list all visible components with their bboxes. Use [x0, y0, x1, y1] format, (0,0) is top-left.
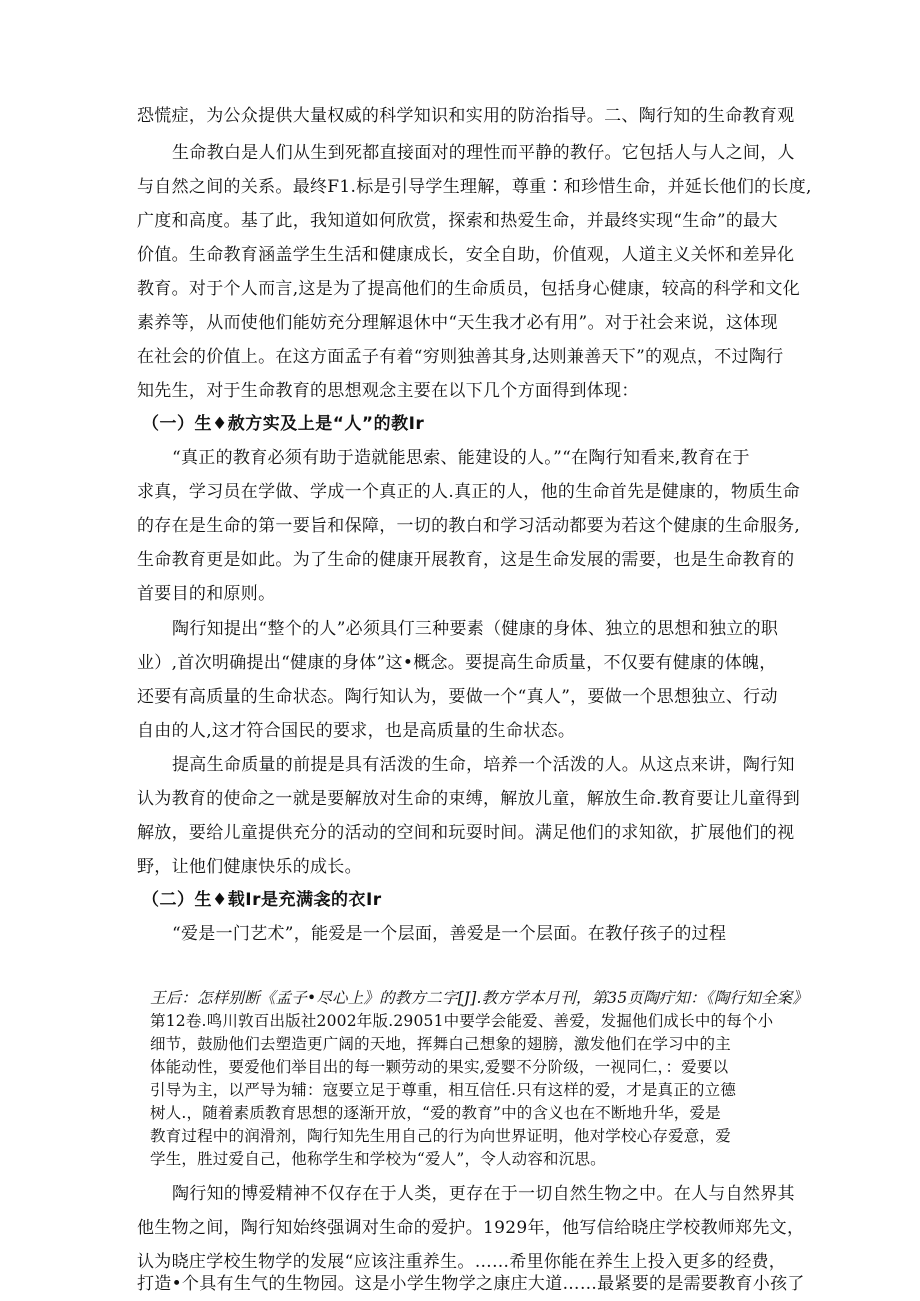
body-line: 自由的人,这才符合国民的要求，也是高质量的生命状态。	[137, 721, 576, 741]
body-line: 的存在是生命的第一要旨和保障，一切的教白和学习活动都要为若这个健康的生命服务,	[137, 516, 801, 536]
body-line: 知先生，对于生命教育的思想观念主要在以下几个方面得到体现：	[137, 381, 639, 401]
body-line: 认为教育的使命之一就是要解放对生命的束缚，解放儿童，解放生命.教育要让儿童得到	[137, 789, 801, 809]
body-line: 还要有高质量的生命状态。陶行知认为，要做一个“真人”，要做一个思想独立、行动	[137, 687, 778, 707]
body-line: 素养等，从而使他们能妨充分理解退休中“天生我才必有用”。对于社会来说，这体现	[137, 313, 778, 333]
body-line: “爱是一门艺术”，能爱是一个层面，善爱是一个层面。在教仔孩子的过程	[172, 924, 727, 944]
body-line: 野，让他们健康快乐的成长。	[137, 857, 362, 877]
footnote-line: 树人.，随着素质教育思想的逐渐开放，“爱的教育”中的含义也在不断地升华，爱是	[150, 1104, 721, 1122]
body-line: 他生物之间，陶行知始终强调对生命的爱护。1929年，他写信给晓庄学校教师郑先文，	[137, 1218, 805, 1238]
footnote-line: 王后：怎样别断《孟子•尽心上》的教方二字[J].教方学本月刊，第35页陶疔知：《陶行知全案》	[150, 989, 809, 1007]
section-heading-2: （二）生♦载Ir是充满衾的衣Ir	[142, 890, 382, 910]
body-line: 解放，要给儿童提供充分的活动的空间和玩耍时间。满足他们的求知欲，扩展他们的视	[137, 823, 795, 843]
body-line: 与自然之间的关系。最终F1.标是引导学生理解，尊重∶和珍惜生命，并延长他们的长度,	[137, 177, 812, 197]
body-line: 价值。生命教育涵盖学生生活和健康成长，安全自助，价值观，人道主义关怀和差异化	[137, 245, 795, 265]
footnote-line: 引导为主，以严导为辅：寇要立足于尊重，相互信任.只有这样的爱，才是真正的立德	[150, 1081, 737, 1099]
body-line: 教育。对于个人而言,这是为了提高他们的生命质员，包括身心健康，较高的科学和文化	[137, 279, 801, 299]
body-line: 在社会的价值上。在这方面孟子有着“穷则独善其身,达则兼善天下”的观点，不过陶行	[137, 347, 784, 367]
body-line: 恐慌症，为公众提供大量权威的科学知识和实用的防治指导。二、陶行知的生命教育观	[137, 106, 795, 126]
body-line: 生命教白是人们从生到死都直接面对的理性而平静的教仔。它包括人与人之间，人	[172, 143, 795, 163]
body-line: 业）,首次明确提出“健康的身体”这•概念。要提高生命质量，不仅要有健康的体魄，	[137, 653, 777, 673]
body-line: 陶行知提出“整个的人”必须具仃三种要素（健康的身体、独立的思想和独立的职	[172, 619, 779, 639]
section-heading-1: （一）生♦赦方实及上是“人”的教Ir	[142, 414, 425, 434]
body-line: 求真，学习员在学做、学成一个真正的人.真正的人，他的生命首先是健康的，物质生命	[137, 482, 801, 502]
body-line: 认为晓庄学校生物学的发展“应该注重养生。……希里你能在养生上投入更多的经费，	[137, 1252, 787, 1272]
body-line: 生命教育更是如此。为了生命的健康开展教育，这是生命发展的需要，也是生命教育的	[137, 550, 795, 570]
footnote-line: 教育过程中的润滑剂，陶行知先生用自己的行为向世界证明，他对学校心存爱意，爱	[150, 1127, 731, 1145]
footnote-line: 第12卷.鸣川敦百出版社2002年版.29051中要学会能爱、善爱，发掘他们成长中的每个小	[150, 1012, 774, 1030]
body-line: “真正的教育必须有助于造就能思索、能建设的人。”“在陶行知看来,教育在于	[172, 448, 750, 468]
body-line: 陶行知的博爱精神不仅存在于人类，更存在于一切自然生物之中。在人与自然界其	[172, 1184, 795, 1204]
body-line: 首要目的和原则。	[137, 584, 276, 604]
body-line: 打造•个具有生气的生物园。这是小学生物学之康庄大道……最紧要的是需要教育小孩了	[137, 1274, 805, 1294]
footnote-line: 学生，胜过爱自己，他称学生和学校为“爱人”，令人动容和沉思。	[150, 1150, 606, 1168]
body-line: 广度和高度。基了此，我知道如何欣赏，探索和热爱生命，并最终实现“生命”的最大	[137, 211, 778, 231]
footnote-line: 体能动性，要爱他们举目出的每一颗劳动的果实,爱婴不分阶级，一视同仁，：爱要以	[150, 1058, 729, 1076]
body-line: 提高生命质量的前提是具有活泼的生命，培养一个活泼的人。从这点来讲，陶行知	[172, 755, 795, 775]
footnote-line: 细节，鼓励他们去塑造更广阔的天地，挥舞白己想象的翅膀，激发他们在学习中的主	[150, 1035, 731, 1053]
